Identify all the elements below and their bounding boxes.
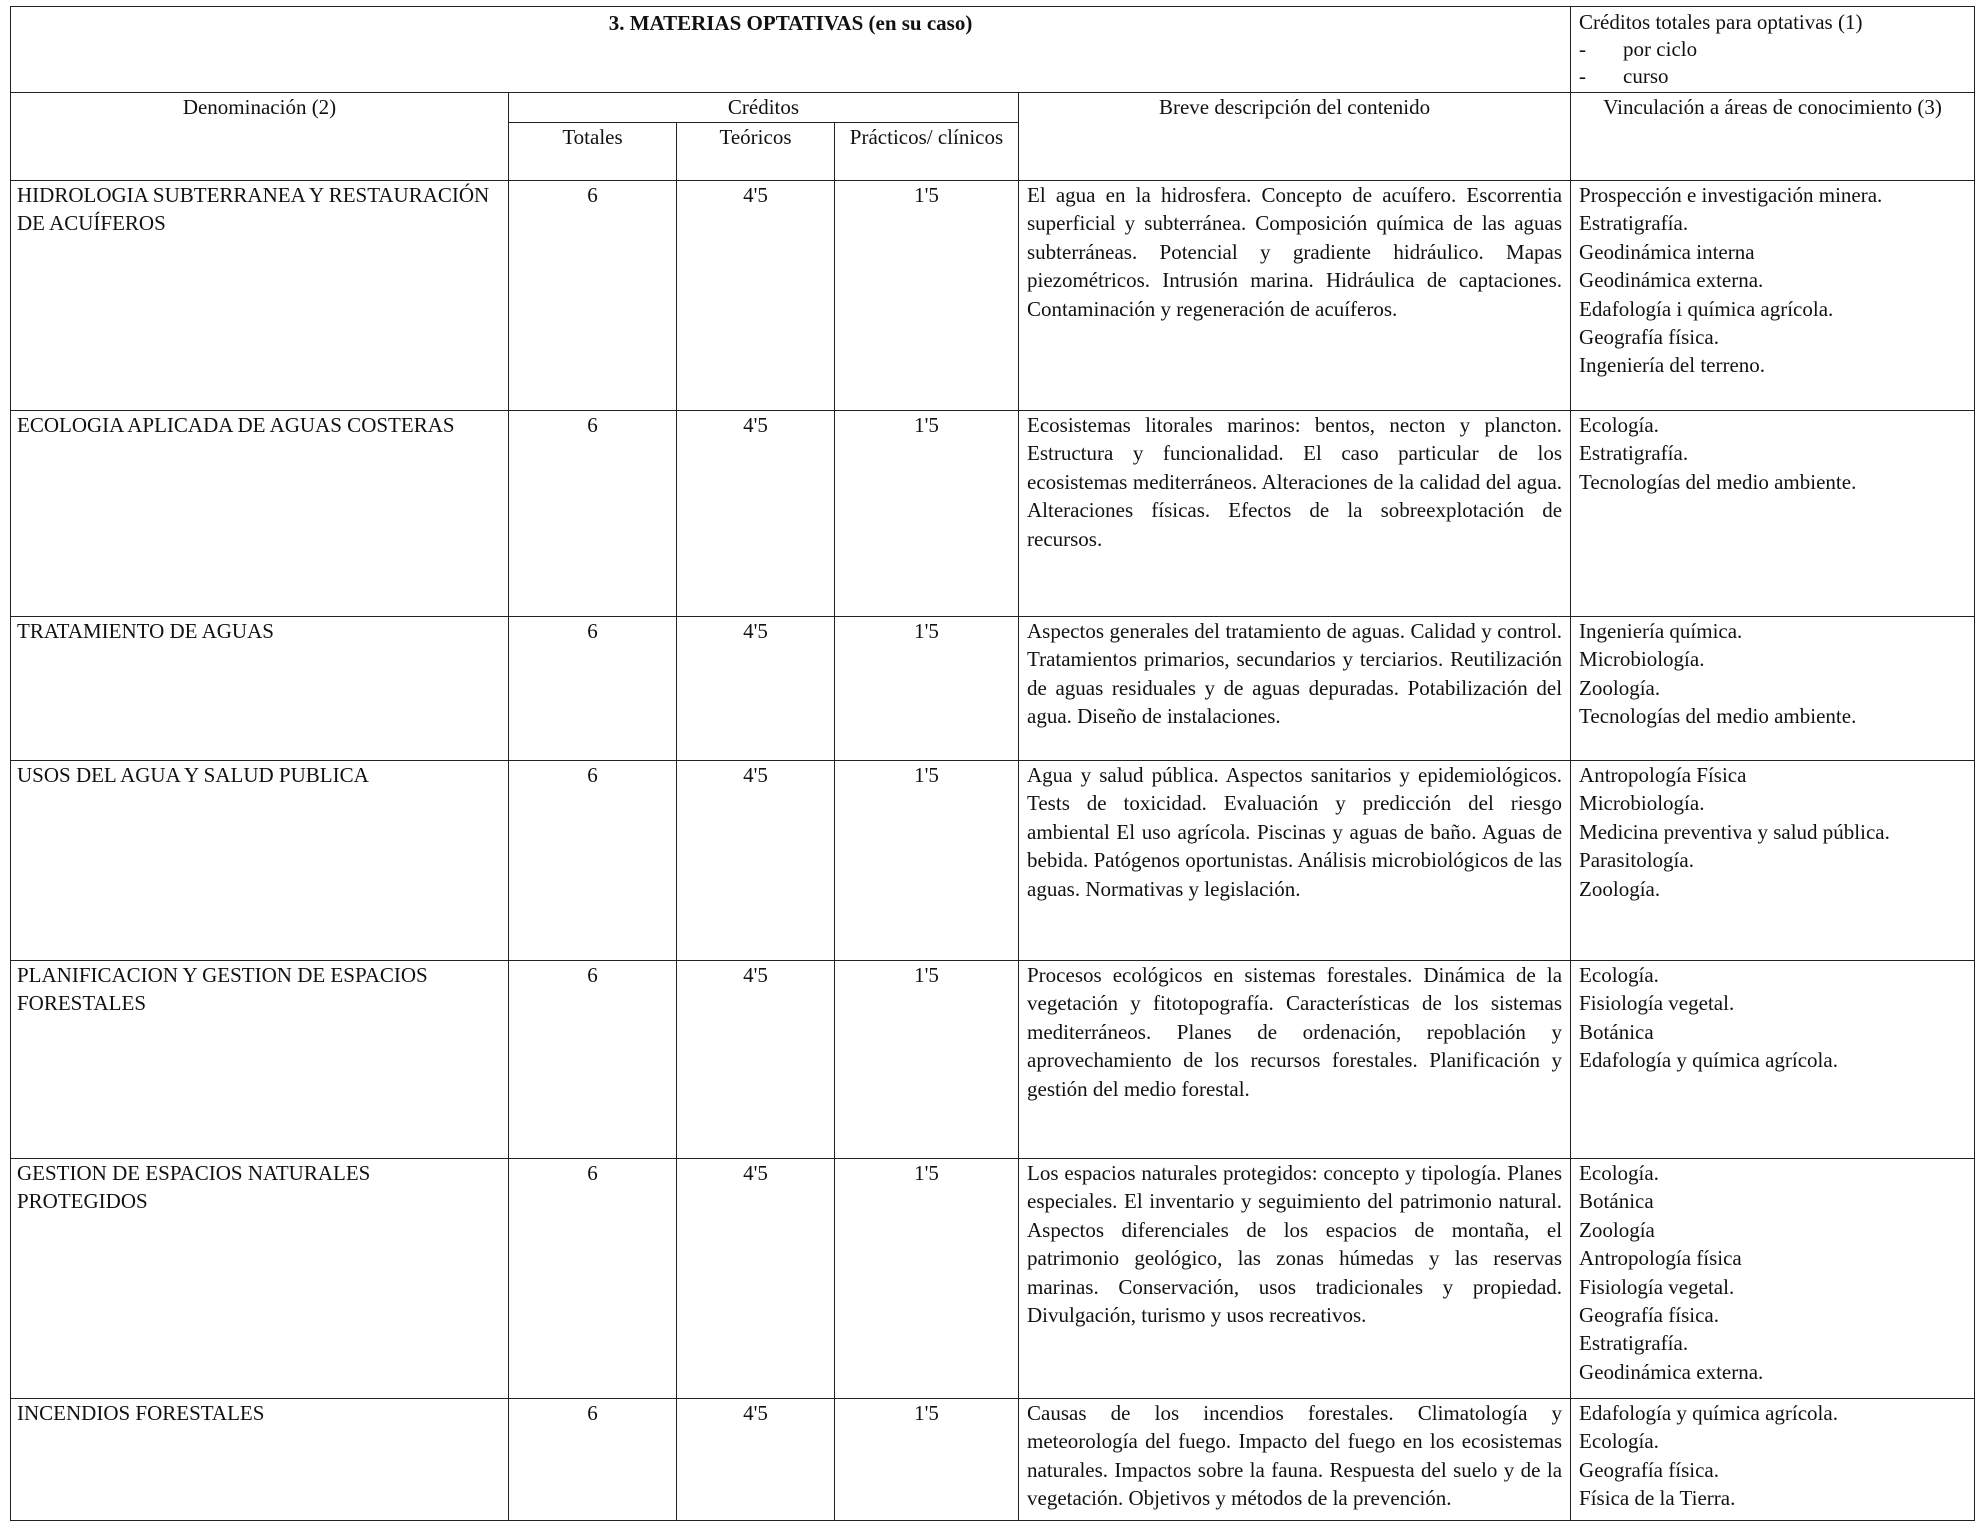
section-title: 3. MATERIAS OPTATIVAS (en su caso) xyxy=(11,7,1571,93)
credits-practicos: 1'5 xyxy=(835,1159,1019,1399)
credits-teoricos: 4'5 xyxy=(677,1399,835,1521)
credits-practicos: 1'5 xyxy=(835,961,1019,1159)
subjects-body xyxy=(11,181,1975,1521)
table-row xyxy=(11,1399,1975,1521)
knowledge-area-item: Ecología. xyxy=(1579,963,1659,987)
subject-description xyxy=(1019,617,1571,761)
table-row xyxy=(11,411,1975,617)
credits-totales: 6 xyxy=(509,761,677,961)
subject-description xyxy=(1019,761,1571,961)
subject-name: USOS DEL AGUA Y SALUD PUBLICA xyxy=(11,761,509,961)
credits-item: - por ciclo xyxy=(1579,37,1698,61)
subject-name: PLANIFICACION Y GESTION DE ESPACIOS FORESTALES xyxy=(11,961,509,1159)
knowledge-area-item: Ecología. xyxy=(1579,413,1659,437)
section-header-row xyxy=(11,7,1975,93)
knowledge-area-item: Zoología. xyxy=(1579,876,1661,901)
credits-totales: 6 xyxy=(509,617,677,761)
col-totales: Totales xyxy=(509,123,677,181)
knowledge-area-item: Geografía física. xyxy=(1579,1457,1719,1482)
knowledge-area-item: Edafología i química agrícola. xyxy=(1579,296,1834,321)
knowledge-area-item: Edafología y química agrícola. xyxy=(1579,1401,1838,1425)
credits-totales: 6 xyxy=(509,961,677,1159)
knowledge-area-item: Física de la Tierra. xyxy=(1579,1486,1736,1511)
knowledge-area-item: Edafología y química agrícola. xyxy=(1579,1048,1838,1073)
subject-description xyxy=(1019,961,1571,1159)
knowledge-area-item: Tecnologías del medio ambiente. xyxy=(1579,704,1857,729)
description-text: Aspectos generales del tratamiento de aguas. Calidad y control. Tratamientos primarios, secundarios y terciarios. Reutilización de aguas residuales y de aguas depuradas. Potabilización del agua. Diseño de instalaciones. xyxy=(1027,619,1563,729)
col-vinculacion: Vinculación a áreas de conocimiento (3) xyxy=(1571,93,1975,181)
credits-totales: 6 xyxy=(509,411,677,617)
table-row xyxy=(11,1159,1975,1399)
description-text: Causas de los incendios forestales. Climatología y meteorología del fuego. Impacto del fuego en los ecosistemas naturales. Impactos sobre la fauna. Respuesta del suelo y de la vegetación. Objetivos y métodos de la prevención. xyxy=(1027,1401,1563,1511)
knowledge-area-item: Antropología Física xyxy=(1579,763,1747,787)
subject-description xyxy=(1019,181,1571,411)
credits-practicos: 1'5 xyxy=(835,761,1019,961)
credits-totales: 6 xyxy=(509,181,677,411)
table-row xyxy=(11,761,1975,961)
knowledge-area-item: Estratigrafía. xyxy=(1579,1331,1689,1356)
knowledge-area-item: Botánica xyxy=(1579,1019,1654,1044)
knowledge-area-item: Zoología xyxy=(1579,1217,1655,1242)
col-denominacion: Denominación (2) xyxy=(11,93,509,181)
knowledge-area-item: Antropología física xyxy=(1579,1246,1742,1271)
table-row xyxy=(11,617,1975,761)
knowledge-area-item: Medicina preventiva y salud pública. xyxy=(1579,819,1890,844)
knowledge-area-item: Microbiología. xyxy=(1579,647,1705,672)
knowledge-area-item: Botánica xyxy=(1579,1189,1654,1214)
credits-practicos: 1'5 xyxy=(835,617,1019,761)
knowledge-area-item: Geografía física. xyxy=(1579,325,1719,350)
description-text: Los espacios naturales protegidos: concepto y tipología. Planes especiales. El inventario y seguimiento del patrimonio natural. Aspectos diferenciales de los espacios de montaña, el patrimonio geológico, las zonas húmedas y las reservas marinas. Conservación, usos tradicionales y propiedad. Divulgación, turismo y usos recreativos. xyxy=(1027,1161,1563,1328)
knowledge-area-item: Ingeniería química. xyxy=(1579,619,1743,643)
knowledge-area-item: Ecología. xyxy=(1579,1161,1659,1185)
knowledge-areas xyxy=(1571,1159,1975,1399)
knowledge-area-item: Geodinámica interna xyxy=(1579,239,1755,264)
subject-name: INCENDIOS FORESTALES xyxy=(11,1399,509,1521)
knowledge-area-item: Geografía física. xyxy=(1579,1303,1719,1328)
column-header-row xyxy=(11,93,1975,123)
credits-practicos: 1'5 xyxy=(835,181,1019,411)
credits-item: - curso xyxy=(1579,64,1669,88)
subject-description xyxy=(1019,411,1571,617)
description-text: Procesos ecológicos en sistemas forestales. Dinámica de la vegetación y fitotopografía. Características de los sistemas mediterráneos. Planes de ordenación, repoblación y aprovechamiento de los recursos forestales. Planificación y gestión del medio forestal. xyxy=(1027,963,1563,1101)
subject-description xyxy=(1019,1399,1571,1521)
col-teoricos: Teóricos xyxy=(677,123,835,181)
optional-subjects-table xyxy=(10,6,1975,1521)
credits-teoricos: 4'5 xyxy=(677,181,835,411)
credits-teoricos: 4'5 xyxy=(677,961,835,1159)
knowledge-areas xyxy=(1571,181,1975,411)
subject-name: GESTION DE ESPACIOS NATURALES PROTEGIDOS xyxy=(11,1159,509,1399)
knowledge-areas xyxy=(1571,961,1975,1159)
knowledge-area-item: Geodinámica externa. xyxy=(1579,1359,1764,1384)
knowledge-area-item: Estratigrafía. xyxy=(1579,211,1689,236)
knowledge-area-item: Estratigrafía. xyxy=(1579,441,1689,466)
knowledge-area-item: Geodinámica externa. xyxy=(1579,268,1764,293)
knowledge-area-item: Parasitología. xyxy=(1579,848,1694,873)
subject-name: TRATAMIENTO DE AGUAS xyxy=(11,617,509,761)
knowledge-area-item: Prospección e investigación minera. xyxy=(1579,183,1883,207)
col-descripcion: Breve descripción del contenido xyxy=(1019,93,1571,181)
table-row xyxy=(11,961,1975,1159)
credits-teoricos: 4'5 xyxy=(677,411,835,617)
knowledge-area-item: Ecología. xyxy=(1579,1429,1659,1454)
knowledge-areas xyxy=(1571,617,1975,761)
knowledge-areas xyxy=(1571,1399,1975,1521)
knowledge-area-item: Zoología. xyxy=(1579,675,1661,700)
knowledge-area-item: Ingeniería del terreno. xyxy=(1579,353,1766,378)
credits-totales: 6 xyxy=(509,1399,677,1521)
knowledge-area-item: Tecnologías del medio ambiente. xyxy=(1579,469,1857,494)
credits-teoricos: 4'5 xyxy=(677,617,835,761)
table-row xyxy=(11,181,1975,411)
credits-practicos: 1'5 xyxy=(835,411,1019,617)
description-text: El agua en la hidrosfera. Concepto de acuífero. Escorrentia superficial y subterránea. Composición química de las aguas subterráneas. Potencial y gradiente hidráulico. Mapas piezométricos. Intrusión marina. Hidráulica de captaciones. Contaminación y regeneración de acuíferos. xyxy=(1027,183,1563,321)
col-creditos: Créditos xyxy=(509,93,1019,123)
subject-name: ECOLOGIA APLICADA DE AGUAS COSTERAS xyxy=(11,411,509,617)
knowledge-area-item: Microbiología. xyxy=(1579,791,1705,816)
knowledge-areas xyxy=(1571,411,1975,617)
knowledge-area-item: Fisiología vegetal. xyxy=(1579,991,1735,1016)
col-practicos: Prácticos/ clínicos xyxy=(835,123,1019,181)
knowledge-areas xyxy=(1571,761,1975,961)
credits-teoricos: 4'5 xyxy=(677,761,835,961)
subject-description xyxy=(1019,1159,1571,1399)
subject-name: HIDROLOGIA SUBTERRANEA Y RESTAURACIÓN DE ACUÍFEROS xyxy=(11,181,509,411)
knowledge-area-item: Fisiología vegetal. xyxy=(1579,1274,1735,1299)
credits-teoricos: 4'5 xyxy=(677,1159,835,1399)
description-text: Agua y salud pública. Aspectos sanitarios y epidemiológicos. Tests de toxicidad. Evaluación y predicción del riesgo ambiental El uso agrícola. Piscinas y aguas de baño. Aguas de bebida. Patógenos oportunistas. Análisis microbiológicos de las aguas. Normativas y legislación. xyxy=(1027,763,1563,901)
credits-practicos: 1'5 xyxy=(835,1399,1019,1521)
credits-total-cell xyxy=(1571,7,1975,93)
description-text: Ecosistemas litorales marinos: bentos, necton y plancton. Estructura y funcionalidad. El caso particular de los ecosistemas mediterráneos. Alteraciones de la calidad del agua. Alteraciones físicas. Efectos de la sobreexplotación de recursos. xyxy=(1027,413,1563,551)
credits-totales: 6 xyxy=(509,1159,677,1399)
credits-total-label: Créditos totales para optativas (1) xyxy=(1579,10,1863,34)
